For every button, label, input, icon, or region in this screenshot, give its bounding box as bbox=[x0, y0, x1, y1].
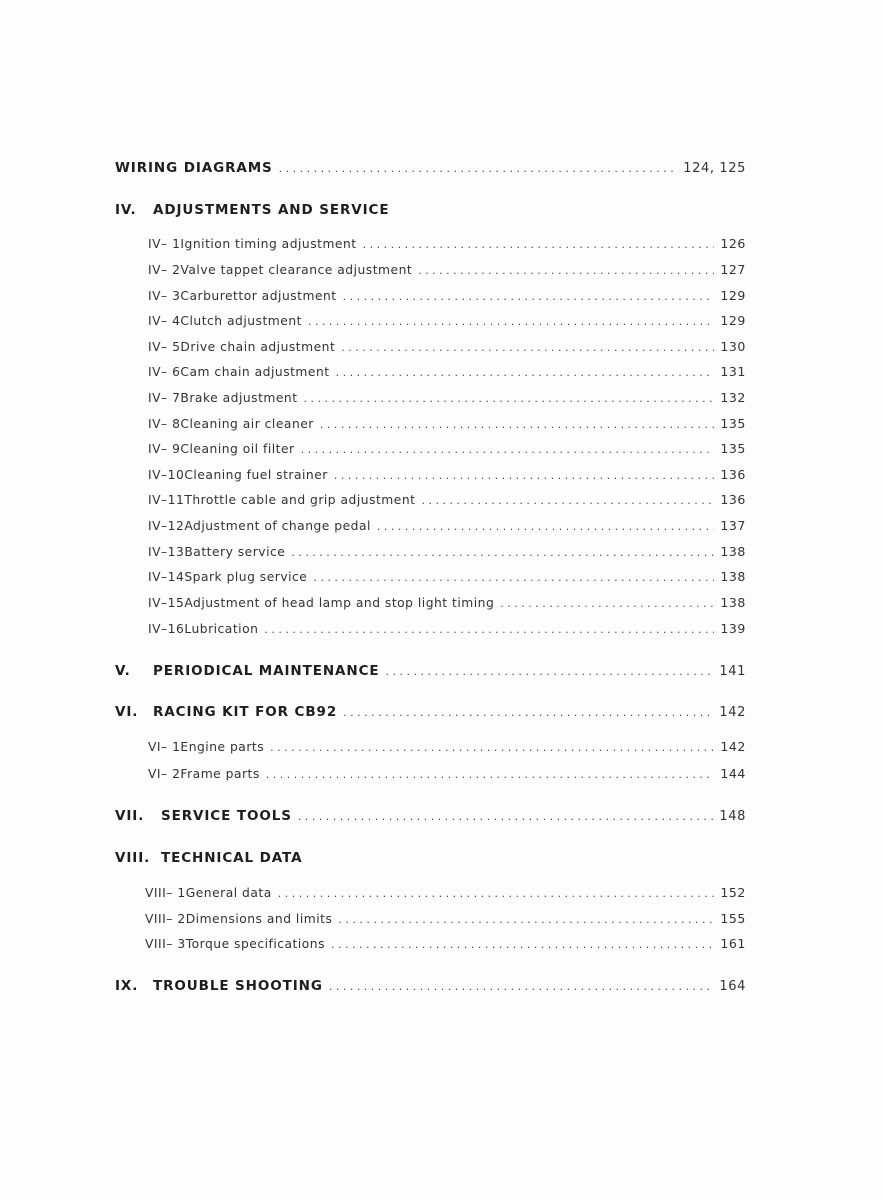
dot-leader bbox=[343, 706, 713, 719]
toc-entry bbox=[115, 936, 746, 951]
section-title: SERVICE TOOLS bbox=[161, 808, 292, 824]
entry-number: IV– 3 bbox=[148, 289, 181, 303]
toc-entry bbox=[115, 569, 746, 584]
toc-section-heading bbox=[115, 850, 746, 866]
entry-page-number: 139 bbox=[720, 621, 746, 636]
toc-entry bbox=[115, 416, 746, 431]
toc-entry bbox=[115, 739, 746, 754]
entry-title: Spark plug service bbox=[184, 570, 308, 584]
toc-entry bbox=[115, 885, 746, 900]
section-page-number: 124, 125 bbox=[683, 161, 746, 176]
section-number: V. bbox=[115, 663, 131, 679]
section-title: RACING KIT FOR CB92 bbox=[153, 704, 338, 720]
entry-number: IV–13 bbox=[148, 545, 185, 559]
entry-page-number: 155 bbox=[720, 911, 746, 926]
entry-page-number: 129 bbox=[720, 313, 746, 328]
toc-entry bbox=[115, 364, 746, 379]
entry-page-number: 142 bbox=[720, 739, 746, 754]
entry-title: Cleaning fuel strainer bbox=[184, 468, 328, 482]
toc-entry bbox=[115, 288, 746, 303]
section-page-number: 164 bbox=[719, 979, 746, 994]
entry-number: IV– 6 bbox=[148, 365, 181, 379]
dot-leader bbox=[264, 623, 714, 636]
dot-leader bbox=[279, 162, 678, 175]
dot-leader bbox=[298, 810, 714, 823]
section-page-number: 141 bbox=[719, 664, 746, 679]
section-title: TROUBLE SHOOTING bbox=[153, 978, 323, 994]
entry-title: Throttle cable and grip adjustment bbox=[184, 493, 416, 507]
dot-leader bbox=[304, 392, 715, 405]
entry-number: IV–10 bbox=[148, 468, 185, 482]
dot-leader bbox=[343, 290, 715, 303]
entry-title: Frame parts bbox=[180, 767, 260, 781]
toc-entry bbox=[115, 544, 746, 559]
section-number: IV. bbox=[115, 202, 137, 218]
section-title: TECHNICAL DATA bbox=[161, 850, 303, 866]
dot-leader bbox=[329, 980, 714, 993]
toc-entry bbox=[115, 595, 746, 610]
section-number: VII. bbox=[115, 808, 145, 824]
entry-page-number: 161 bbox=[720, 936, 746, 951]
toc-entry bbox=[115, 339, 746, 354]
dot-leader bbox=[421, 494, 714, 507]
entry-number: VIII– 3 bbox=[145, 937, 186, 951]
entry-title: Adjustment of head lamp and stop light timing bbox=[184, 596, 495, 610]
dot-leader bbox=[334, 469, 714, 482]
dot-leader bbox=[313, 571, 714, 584]
section-title: PERIODICAL MAINTENANCE bbox=[153, 663, 380, 679]
section-number: VI. bbox=[115, 704, 139, 720]
entry-title: Battery service bbox=[184, 545, 286, 559]
entry-title: Carburettor adjustment bbox=[180, 289, 337, 303]
entry-page-number: 137 bbox=[720, 518, 746, 533]
dot-leader bbox=[336, 366, 715, 379]
entry-page-number: 136 bbox=[720, 492, 746, 507]
entry-title: Clutch adjustment bbox=[180, 314, 302, 328]
entry-title: Engine parts bbox=[180, 740, 265, 754]
dot-leader bbox=[341, 341, 714, 354]
entry-title: Drive chain adjustment bbox=[180, 340, 336, 354]
entry-page-number: 136 bbox=[720, 467, 746, 482]
toc-entry bbox=[115, 313, 746, 328]
entry-title: Torque specifications bbox=[185, 937, 326, 951]
entry-title: Valve tappet clearance adjustment bbox=[180, 263, 413, 277]
dot-leader bbox=[338, 913, 714, 926]
entry-number: IV–14 bbox=[148, 570, 185, 584]
dot-leader bbox=[291, 546, 714, 559]
entry-number: VIII– 1 bbox=[145, 886, 186, 900]
section-page-number: 148 bbox=[719, 809, 746, 824]
entry-title: Brake adjustment bbox=[180, 391, 298, 405]
toc-entry bbox=[115, 467, 746, 482]
entry-page-number: 135 bbox=[720, 416, 746, 431]
toc-section-heading bbox=[115, 808, 746, 824]
entry-title: Lubrication bbox=[184, 622, 259, 636]
entry-number: VIII– 2 bbox=[145, 912, 186, 926]
entry-page-number: 144 bbox=[720, 766, 746, 781]
toc-entry bbox=[115, 262, 746, 277]
dot-leader bbox=[377, 520, 714, 533]
toc-entry bbox=[115, 441, 746, 456]
entry-title: Adjustment of change pedal bbox=[184, 519, 371, 533]
toc-entry bbox=[115, 390, 746, 405]
entry-page-number: 132 bbox=[720, 390, 746, 405]
dot-leader bbox=[308, 315, 714, 328]
entry-page-number: 130 bbox=[720, 339, 746, 354]
toc-entry bbox=[115, 236, 746, 251]
toc-section-heading bbox=[115, 704, 746, 720]
section-page-number: 142 bbox=[719, 705, 746, 720]
entry-number: IV– 5 bbox=[148, 340, 181, 354]
entry-number: VI– 2 bbox=[148, 767, 181, 781]
entry-number: IV– 9 bbox=[148, 442, 181, 456]
toc-entry bbox=[115, 911, 746, 926]
toc-section-heading bbox=[115, 202, 746, 218]
dot-leader bbox=[301, 443, 715, 456]
entry-number: IV–15 bbox=[148, 596, 185, 610]
dot-leader bbox=[320, 418, 714, 431]
dot-leader bbox=[266, 768, 715, 781]
dot-leader bbox=[363, 238, 715, 251]
dot-leader bbox=[270, 741, 714, 754]
section-title: WIRING DIAGRAMS bbox=[115, 160, 273, 176]
entry-number: VI– 1 bbox=[148, 740, 181, 754]
entry-number: IV– 7 bbox=[148, 391, 181, 405]
entry-number: IV– 8 bbox=[148, 417, 181, 431]
section-title: ADJUSTMENTS AND SERVICE bbox=[153, 202, 390, 218]
entry-title: Dimensions and limits bbox=[185, 912, 333, 926]
entry-number: IV– 2 bbox=[148, 263, 181, 277]
entry-page-number: 131 bbox=[720, 364, 746, 379]
toc-section-heading bbox=[115, 663, 746, 679]
entry-number: IV– 1 bbox=[148, 237, 181, 251]
dot-leader bbox=[331, 938, 714, 951]
dot-leader bbox=[500, 597, 714, 610]
entry-title: Cam chain adjustment bbox=[180, 365, 330, 379]
section-number: IX. bbox=[115, 978, 139, 994]
entry-number: IV–12 bbox=[148, 519, 185, 533]
entry-page-number: 152 bbox=[720, 885, 746, 900]
entry-page-number: 127 bbox=[720, 262, 746, 277]
section-number: VIII. bbox=[115, 850, 151, 866]
toc-entry bbox=[115, 518, 746, 533]
toc-entry bbox=[115, 766, 746, 781]
entry-page-number: 129 bbox=[720, 288, 746, 303]
entry-page-number: 138 bbox=[720, 595, 746, 610]
entry-number: IV–16 bbox=[148, 622, 185, 636]
toc-section-heading bbox=[115, 978, 746, 994]
dot-leader bbox=[278, 887, 715, 900]
entry-page-number: 135 bbox=[720, 441, 746, 456]
toc-entry bbox=[115, 492, 746, 507]
entry-page-number: 126 bbox=[720, 236, 746, 251]
dot-leader bbox=[386, 665, 714, 678]
entry-number: IV– 4 bbox=[148, 314, 181, 328]
entry-page-number: 138 bbox=[720, 569, 746, 584]
dot-leader bbox=[418, 264, 714, 277]
toc-entry bbox=[115, 621, 746, 636]
entry-page-number: 138 bbox=[720, 544, 746, 559]
entry-title: Ignition timing adjustment bbox=[180, 237, 357, 251]
entry-title: Cleaning oil filter bbox=[180, 442, 295, 456]
entry-number: IV–11 bbox=[148, 493, 185, 507]
toc-section-heading bbox=[115, 160, 746, 176]
entry-title: General data bbox=[185, 886, 272, 900]
entry-title: Cleaning air cleaner bbox=[180, 417, 314, 431]
